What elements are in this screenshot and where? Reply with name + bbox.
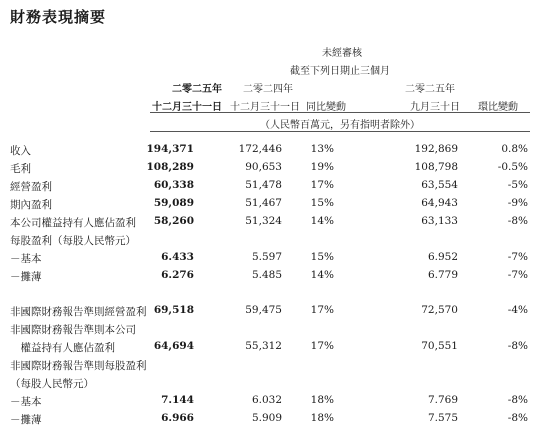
cell-2024-q4: 5.909 [251, 412, 282, 424]
table-row [0, 161, 554, 178]
cell-qoq: -8% [507, 394, 528, 406]
period-label: 截至下列日期止三個月 [290, 66, 390, 77]
cell-2025-q3: 63,554 [421, 179, 458, 191]
cell-2025-q4: 64,694 [153, 340, 194, 352]
cell-2025-q4: 7.144 [161, 394, 194, 406]
cell-2025-q3: 64,943 [421, 197, 458, 209]
cell-2024-q4: 5.597 [251, 251, 282, 263]
cell-2025-q3: 6.779 [427, 269, 458, 281]
cell-2024-q4: 172,446 [238, 143, 282, 155]
col4-year-header: 二零二五年 [405, 84, 455, 95]
cell-yoy: 13% [310, 143, 334, 155]
cell-2025-q3: 63,133 [421, 215, 458, 227]
row-label: 非國際財務報告準則本公司 [10, 324, 136, 336]
cell-qoq: -7% [507, 269, 528, 281]
cell-yoy: 18% [310, 394, 334, 406]
cell-2025-q4: 59,089 [153, 197, 194, 209]
col5-header: 環比變動 [478, 102, 518, 113]
page-title: 財務表現摘要 [10, 8, 107, 26]
cell-qoq: -7% [507, 251, 528, 263]
cell-2025-q4: 60,338 [153, 179, 194, 191]
cell-2025-q3: 6.952 [427, 251, 458, 263]
row-label: 非國際財務報告準則每股盈利 [10, 360, 147, 372]
cell-qoq: -4% [507, 304, 528, 316]
header-rule [150, 112, 530, 113]
col1-year-header: 二零二五年 [172, 84, 222, 95]
unit-rule [150, 131, 530, 132]
cell-2025-q3: 192,869 [414, 143, 458, 155]
cell-2025-q3: 72,570 [421, 304, 458, 316]
cell-2024-q4: 5.485 [251, 269, 282, 281]
cell-2025-q4: 6.276 [161, 269, 194, 281]
cell-qoq: -9% [507, 197, 528, 209]
table-row [0, 197, 554, 214]
col4-date-header: 九月三十日 [410, 102, 460, 113]
row-label: 非國際財務報告準則經營盈利 [10, 306, 147, 318]
row-label: 權益持有人應佔盈利 [10, 342, 115, 354]
table-row [0, 215, 554, 232]
row-label: 本公司權益持有人應佔盈利 [10, 217, 136, 229]
cell-yoy: 17% [310, 179, 334, 191]
row-label: （每股人民幣元） [10, 378, 94, 390]
col3-header: 同比變動 [306, 102, 346, 113]
cell-2024-q4: 90,653 [245, 161, 282, 173]
row-label: 每股盈利（每股人民幣元） [10, 235, 136, 247]
cell-2025-q3: 70,551 [421, 340, 458, 352]
cell-yoy: 14% [310, 269, 334, 281]
cell-2025-q4: 108,289 [146, 161, 194, 173]
row-label: 經營盈利 [10, 181, 52, 193]
cell-2025-q3: 7.575 [427, 412, 458, 424]
table-row [0, 340, 554, 357]
cell-2024-q4: 51,324 [245, 215, 282, 227]
unaudited-label: 未經審核 [322, 48, 362, 59]
cell-yoy: 18% [310, 412, 334, 424]
cell-yoy: 17% [310, 304, 334, 316]
cell-2025-q3: 7.769 [427, 394, 458, 406]
cell-qoq: 0.8% [501, 143, 528, 155]
cell-2024-q4: 55,312 [245, 340, 282, 352]
col1-date-header: 十二月三十一日 [152, 102, 222, 113]
table-row [0, 394, 554, 411]
col2-year-header: 二零二四年 [243, 84, 293, 95]
cell-yoy: 15% [310, 197, 334, 209]
cell-2025-q4: 58,260 [153, 215, 194, 227]
cell-2025-q4: 69,518 [153, 304, 194, 316]
table-row [0, 304, 554, 321]
cell-yoy: 19% [310, 161, 334, 173]
row-label: －攤薄 [10, 271, 42, 283]
cell-qoq: -5% [507, 179, 528, 191]
cell-qoq: -0.5% [497, 161, 528, 173]
cell-yoy: 17% [310, 340, 334, 352]
cell-qoq: -8% [507, 412, 528, 424]
table-row [0, 412, 554, 429]
cell-qoq: -8% [507, 215, 528, 227]
cell-qoq: -8% [507, 340, 528, 352]
col2-date-header: 十二月三十一日 [230, 102, 300, 113]
table-row [0, 233, 554, 250]
cell-2025-q4: 6.433 [161, 251, 194, 263]
row-label: －基本 [10, 253, 42, 265]
row-label: 毛利 [10, 163, 31, 175]
cell-2024-q4: 6.032 [251, 394, 282, 406]
table-row [0, 322, 554, 339]
table-row [0, 269, 554, 286]
cell-yoy: 14% [310, 215, 334, 227]
table-row [0, 251, 554, 268]
row-label: 收入 [10, 145, 31, 157]
cell-2024-q4: 51,478 [245, 179, 282, 191]
cell-yoy: 15% [310, 251, 334, 263]
cell-2025-q4: 194,371 [146, 143, 194, 155]
row-label: 期內盈利 [10, 199, 52, 211]
cell-2025-q4: 6.966 [161, 412, 194, 424]
row-label: －攤薄 [10, 414, 42, 426]
table-row [0, 143, 554, 160]
cell-2025-q3: 108,798 [414, 161, 458, 173]
table-row [0, 376, 554, 393]
cell-2024-q4: 51,467 [245, 197, 282, 209]
row-label: －基本 [10, 396, 42, 408]
cell-2024-q4: 59,475 [245, 304, 282, 316]
unit-note: （人民幣百萬元，另有指明者除外） [260, 120, 420, 131]
table-row [0, 179, 554, 196]
table-row [0, 358, 554, 375]
